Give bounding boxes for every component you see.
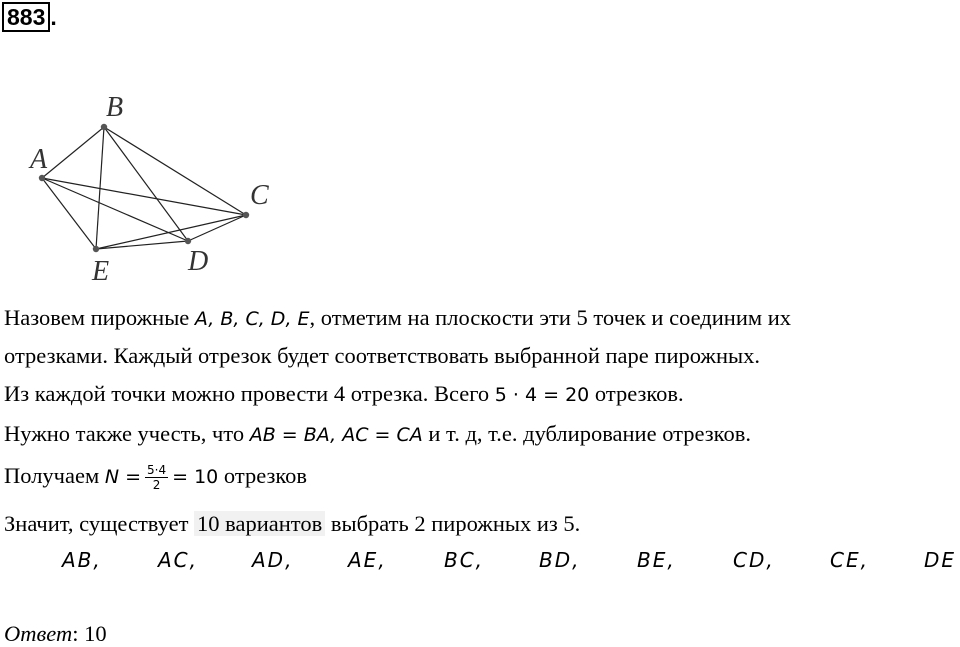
pair-item: AD, (252, 548, 294, 572)
line5-text-b: отрезков (218, 463, 308, 488)
line1-math: A, B, C, D, E (194, 308, 310, 330)
pair-item: BE, (637, 548, 676, 572)
text-line-3 (4, 379, 684, 410)
pair-item: AC, (158, 548, 199, 572)
segment-ce (96, 215, 246, 249)
line3-text-a: Из каждой точки можно провести 4 отрезка. Всего (4, 381, 495, 406)
text-line-5 (4, 461, 307, 492)
vertices (39, 124, 249, 252)
pair-item: CD, (733, 548, 775, 572)
line5-text-a: Получаем (4, 463, 105, 488)
pair-item: BD, (539, 548, 581, 572)
segment-de (96, 241, 188, 249)
point-e (93, 246, 99, 252)
line3-text-b: отрезков. (589, 381, 684, 406)
segments (42, 127, 246, 249)
segment-bd (104, 127, 188, 241)
line6-text-b: выбрать 2 пирожных из 5. (325, 511, 581, 536)
pair-item: DE (924, 548, 957, 572)
highlighted-count: 10 вариантов (194, 511, 325, 536)
line1-text-a: Назовем пирожные (4, 305, 195, 330)
text-line-6 (4, 509, 580, 539)
text-line-2 (4, 341, 760, 371)
segment-ae (42, 178, 96, 249)
pair-item: AB, (62, 548, 102, 572)
problem-number: 883 (2, 2, 50, 32)
segment-ad (42, 178, 188, 241)
line5-equals: = 10 (172, 466, 219, 488)
line6-text-a: Значит, существует (4, 511, 195, 536)
label-e: E (92, 256, 110, 287)
segment-ab (42, 127, 104, 178)
pair-item: BC, (444, 548, 485, 572)
problem-number-dot: . (50, 4, 57, 30)
fraction (145, 463, 168, 492)
fraction-numerator: 5·4 (147, 463, 167, 478)
label-b: B (106, 92, 124, 123)
fraction-denominator: 2 (152, 478, 161, 493)
label-d: D (188, 246, 209, 277)
answer-line (4, 621, 107, 647)
line4-text-b: и т. д, т.е. дублирование отрезков. (422, 421, 751, 446)
point-a (39, 175, 45, 181)
label-c: C (250, 180, 269, 211)
line1-text-b: , отметим на плоскости эти 5 точек и соединим их (309, 305, 792, 330)
text-line-1 (4, 303, 791, 334)
label-a: A (30, 144, 48, 175)
line4-text-a: Нужно также учесть, что (4, 421, 250, 446)
point-c (243, 212, 249, 218)
answer-value: : 10 (72, 621, 107, 646)
line2-text: отрезками. Каждый отрезок будет соответствовать выбранной паре пирожных. (4, 343, 761, 368)
problem-number-badge (2, 2, 57, 32)
text-line-4 (4, 419, 751, 450)
pentagon-figure (4, 82, 304, 294)
line3-math: 5 · 4 = 20 (494, 384, 590, 406)
graph-drawing (4, 82, 304, 294)
pair-item: AE, (348, 548, 387, 572)
segment-cd (188, 215, 246, 241)
point-b (101, 124, 107, 130)
line4-math: AB = BA, AC = CA (249, 424, 423, 446)
line5-variable: N = (104, 466, 142, 488)
pair-item: CE, (830, 548, 869, 572)
point-d (185, 238, 191, 244)
answer-label: Ответ (4, 621, 73, 646)
